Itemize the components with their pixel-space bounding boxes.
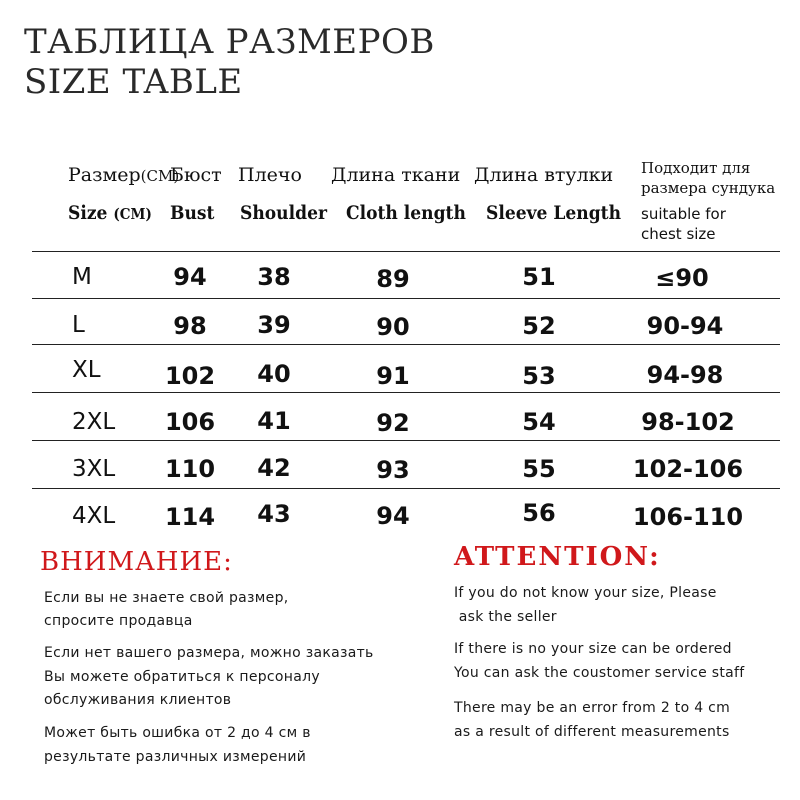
cell-bust: 106 bbox=[164, 408, 216, 436]
attention-note-en: ask the seller bbox=[454, 609, 557, 625]
header-chest-en-line1: suitable for bbox=[641, 205, 726, 223]
header-size-label-en: Size bbox=[68, 202, 108, 224]
header-sleeve-length-en: Sleeve Length bbox=[486, 202, 621, 224]
cell-chest: 98-102 bbox=[641, 408, 735, 436]
attention-title-en: ATTENTION: bbox=[454, 542, 661, 572]
attention-note-ru: Вы можете обратиться к персоналу bbox=[44, 669, 320, 685]
attention-note-en: as a result of different measurements bbox=[454, 724, 730, 740]
header-chest-ru-line2: размера сундука bbox=[641, 179, 776, 197]
cell-cloth-length: 93 bbox=[376, 456, 410, 484]
cell-chest: 102-106 bbox=[632, 455, 744, 483]
cell-sleeve-length: 55 bbox=[522, 455, 556, 483]
attention-note-en: There may be an error from 2 to 4 cm bbox=[454, 700, 731, 716]
cell-sleeve-length: 51 bbox=[522, 263, 556, 291]
cell-size: 2XL bbox=[72, 409, 116, 435]
cell-size: XL bbox=[72, 357, 101, 383]
cell-shoulder: 42 bbox=[257, 454, 291, 482]
cell-chest: ≤90 bbox=[655, 264, 709, 292]
table-rule bbox=[32, 488, 780, 489]
cell-sleeve-length: 54 bbox=[522, 408, 556, 436]
header-chest-en-line2: chest size bbox=[641, 225, 716, 243]
header-bust-ru: Бюст bbox=[170, 164, 222, 186]
attention-note-ru: Если вы не знаете свой размер, bbox=[44, 590, 289, 606]
header-cloth-length-en: Cloth length bbox=[346, 202, 466, 224]
cell-shoulder: 41 bbox=[257, 407, 291, 435]
page-title-ru: ТАБЛИЦА РАЗМЕРОВ bbox=[24, 22, 435, 62]
cell-cloth-length: 90 bbox=[376, 313, 410, 341]
table-rule bbox=[32, 298, 780, 299]
cell-bust: 102 bbox=[164, 362, 216, 390]
cell-size: L bbox=[72, 312, 85, 338]
cell-size: 4XL bbox=[72, 503, 116, 529]
cell-shoulder: 40 bbox=[257, 360, 291, 388]
cell-shoulder: 43 bbox=[257, 500, 291, 528]
header-chest-ru-line1: Подходит для bbox=[641, 159, 751, 177]
attention-note-ru: Может быть ошибка от 2 до 4 см в bbox=[44, 725, 311, 741]
cell-cloth-length: 91 bbox=[376, 362, 410, 390]
header-size-unit-en: (CM) bbox=[113, 205, 152, 223]
attention-note-en: If there is no your size can be ordered bbox=[454, 641, 732, 657]
table-rule bbox=[32, 251, 780, 252]
attention-title-ru: ВНИМАНИЕ: bbox=[40, 547, 233, 577]
cell-sleeve-length: 52 bbox=[522, 312, 556, 340]
header-bust-en: Bust bbox=[170, 202, 215, 224]
cell-size: 3XL bbox=[72, 456, 116, 482]
header-sleeve-length-ru: Длина втулки bbox=[474, 164, 614, 186]
cell-size: M bbox=[72, 264, 92, 290]
cell-chest: 94-98 bbox=[646, 361, 724, 389]
attention-note-ru: Если нет вашего размера, можно заказать bbox=[44, 645, 374, 661]
header-shoulder-en: Shoulder bbox=[240, 202, 327, 224]
attention-note-ru: обслуживания клиентов bbox=[44, 692, 232, 708]
page-title-en: SIZE TABLE bbox=[24, 62, 243, 102]
table-rule bbox=[32, 344, 780, 345]
cell-chest: 90-94 bbox=[646, 312, 724, 340]
header-size-label-ru: Размер bbox=[68, 164, 141, 186]
attention-note-ru: спросите продавца bbox=[44, 613, 193, 629]
header-cloth-length-ru: Длина ткани bbox=[331, 164, 461, 186]
cell-bust: 98 bbox=[173, 312, 207, 340]
cell-shoulder: 39 bbox=[257, 311, 291, 339]
cell-cloth-length: 92 bbox=[376, 409, 410, 437]
cell-shoulder: 38 bbox=[257, 263, 291, 291]
header-shoulder-ru: Плечо bbox=[238, 164, 302, 186]
cell-bust: 114 bbox=[164, 503, 216, 531]
cell-bust: 110 bbox=[164, 455, 216, 483]
header-chest-ru bbox=[641, 158, 775, 198]
attention-note-en: If you do not know your size, Please bbox=[454, 585, 717, 601]
header-size-en bbox=[68, 202, 152, 224]
table-rule bbox=[32, 392, 780, 393]
cell-sleeve-length: 53 bbox=[522, 362, 556, 390]
attention-note-ru: результате различных измерений bbox=[44, 749, 307, 765]
header-chest-en bbox=[641, 204, 726, 244]
cell-cloth-length: 94 bbox=[376, 502, 410, 530]
attention-note-en: You can ask the coustomer service staff bbox=[454, 665, 745, 681]
cell-cloth-length: 89 bbox=[376, 265, 410, 293]
header-size-unit-ru: (CM) bbox=[140, 167, 180, 185]
cell-sleeve-length: 56 bbox=[522, 499, 556, 527]
cell-bust: 94 bbox=[173, 263, 207, 291]
cell-chest: 106-110 bbox=[632, 503, 744, 531]
header-size-ru bbox=[68, 164, 179, 186]
table-rule bbox=[32, 440, 780, 441]
